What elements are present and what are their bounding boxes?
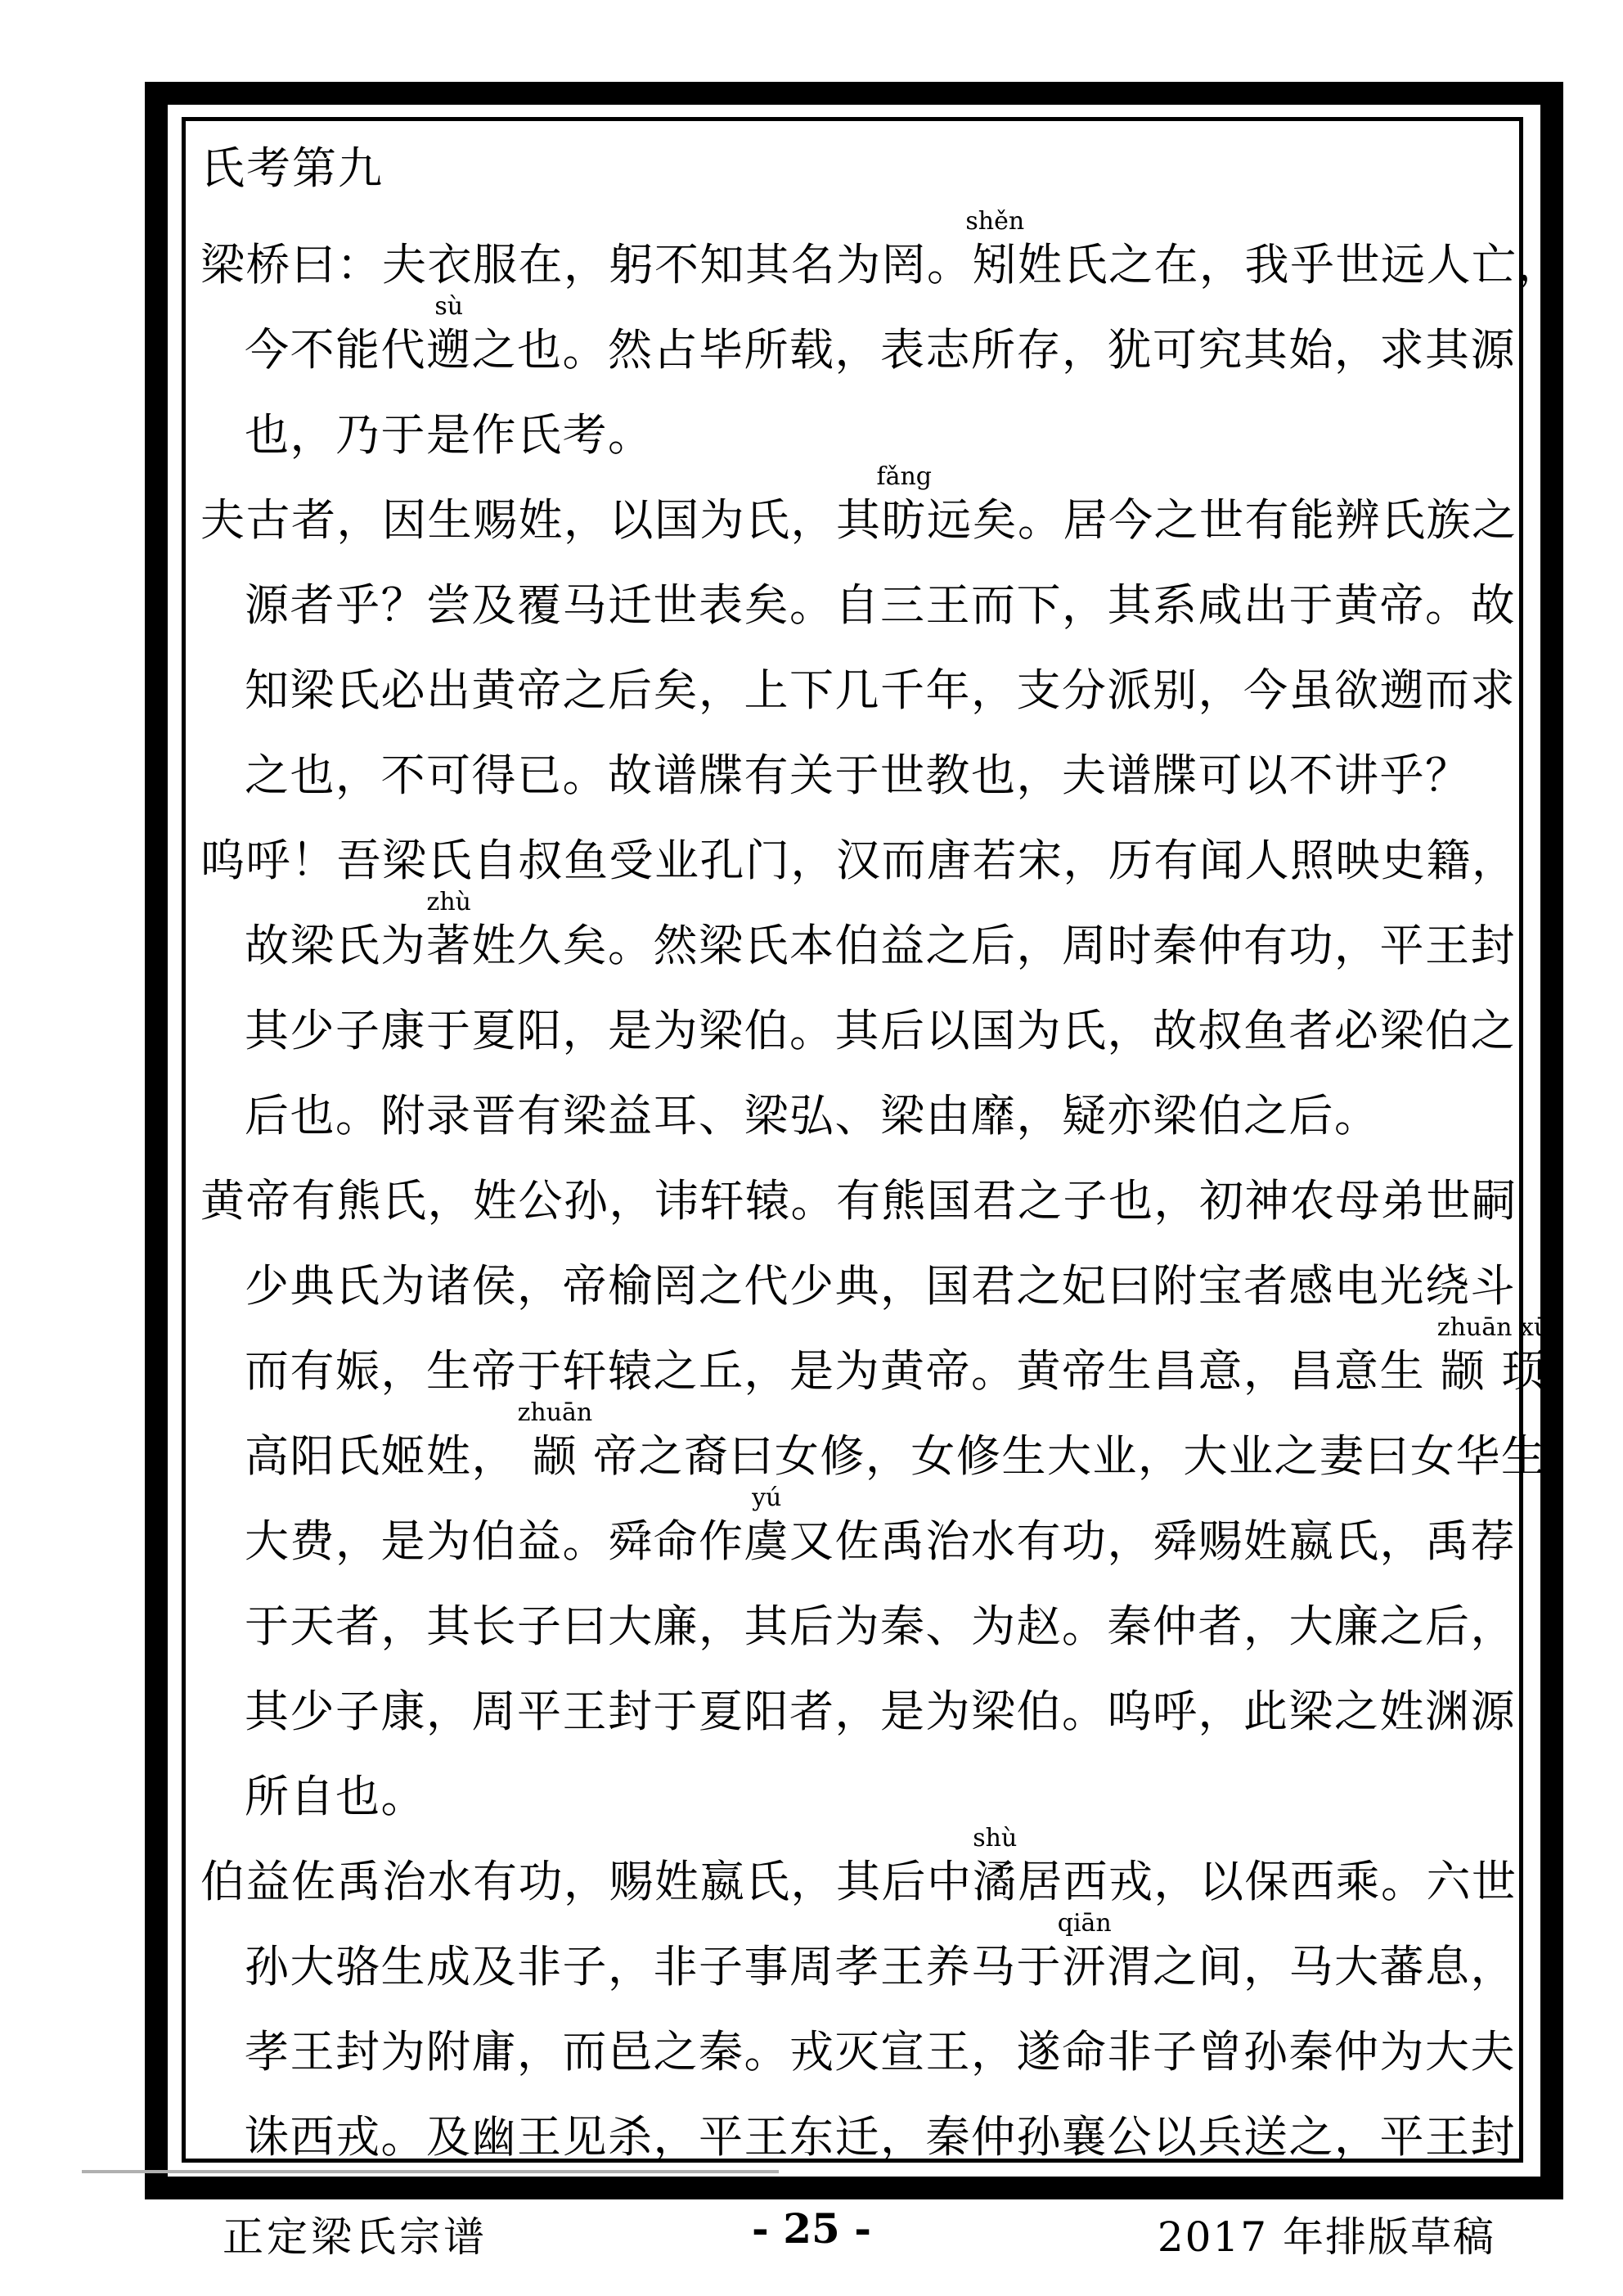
page-footer	[0, 2204, 1623, 2261]
body-text-run: 又佐禹治水有功，舜赐姓嬴氏，禹荐	[789, 1515, 1516, 1567]
body-text-run: 远矣。居今之世有能辨氏族之	[927, 494, 1517, 546]
body-line	[200, 207, 1562, 290]
body-text-run: 伯益佐禹治水有功，赐姓嬴氏，其后中	[200, 1856, 973, 1907]
body-line	[245, 1600, 1516, 1652]
body-line	[245, 888, 1516, 971]
pinyin-ruby-annotation: shù	[973, 1824, 1018, 1853]
body-text-run: 故梁氏为	[245, 920, 426, 971]
pinyin-ruby-annotation: zhuān	[517, 1398, 593, 1427]
pinyin-ruby-annotation: shěn	[965, 207, 1025, 236]
page-number: - 25 -	[752, 2204, 871, 2253]
body-line	[245, 1398, 1547, 1482]
pinyin-ruby-annotation: qiān	[1057, 1909, 1112, 1938]
body-line	[245, 1686, 1516, 1737]
annotated-character: qiān 汧	[1057, 1909, 1112, 1992]
body-text-run: 居西戎，以保西乘。六世	[1018, 1856, 1517, 1907]
scan-artifact-line	[82, 2170, 779, 2173]
body-line	[245, 1483, 1516, 1567]
body-text-run: 后也。附录晋有梁益耳、梁弘、梁由靡，疑亦梁伯之后。	[245, 1090, 1380, 1141]
annotated-character: zhuān xū 颛 顼	[1436, 1313, 1550, 1397]
pinyin-ruby-annotation: sù	[434, 292, 464, 321]
body-text-run: 而有娠，生帝于轩辕之丘，是为黄帝。黄帝生昌意，昌意生	[245, 1345, 1441, 1397]
body-text-run: 大费，是为伯益。舜命作	[245, 1515, 744, 1567]
body-line	[245, 2026, 1516, 2078]
body-line	[200, 1175, 1517, 1227]
body-line	[245, 409, 654, 461]
body-text-run: 梁桥曰：夫衣服在，躬不知其名为罔。	[200, 239, 973, 290]
annotated-character: shěn 矧	[965, 207, 1025, 290]
body-line	[200, 835, 1517, 886]
body-text-run: 渭之间，马大蕃息，	[1107, 1941, 1516, 1992]
body-text-run: 姓久矣。然梁氏本伯益之后，周时秦仲有功，平王封	[471, 920, 1516, 971]
body-text-run: 少典氏为诸侯，帝榆罔之代少典，国君之妃曰附宝者感电光绕斗	[245, 1260, 1516, 1312]
pinyin-ruby-annotation: fǎng	[876, 462, 933, 491]
pinyin-ruby-annotation: zhuān xū	[1436, 1313, 1550, 1342]
body-line	[200, 1824, 1517, 1907]
body-line	[245, 1090, 1380, 1141]
body-line	[245, 1313, 1592, 1397]
body-text-run: 其少子康，周平王封于夏阳者，是为梁伯。呜呼，此梁之姓渊源	[245, 1686, 1516, 1737]
page-content	[200, 0, 1592, 2209]
body-text-run: 所自也。	[245, 1771, 426, 1822]
body-text-run: 之也，不可得已。故谱牒有关于世教也，夫谱牒可以不讲乎？	[245, 750, 1471, 801]
body-text-run: 今不能代	[245, 324, 426, 376]
annotated-character: zhuān 颛	[517, 1398, 593, 1482]
body-text-run: 夫古者，因生赐姓，以国为氏，其	[200, 494, 882, 546]
body-text-run: 也，乃于是作氏考。	[245, 409, 654, 461]
body-line	[245, 1260, 1516, 1312]
body-line	[245, 664, 1516, 716]
annotated-character: sù 遡	[426, 292, 472, 376]
body-text-run: 黄帝有熊氏，姓公孙，讳轩辕。有熊国君之子也，初神农母弟世嗣	[200, 1175, 1517, 1227]
body-text-run: 孝王封为附庸，而邑之秦。戎灭宣王，遂命非子曾孙秦仲为大夫	[245, 2026, 1516, 2078]
annotated-character: shù 潏	[972, 1824, 1018, 1907]
body-line	[245, 1771, 426, 1822]
body-text-run: 之也。然占毕所载，表志所存，犹可究其始，求其源	[471, 324, 1516, 376]
body-line	[245, 579, 1516, 631]
body-text-run: 其少子康于夏阳，是为梁伯。其后以国为氏，故叔鱼者必梁伯之	[245, 1005, 1516, 1056]
body-text-run: 姓氏之在，我乎世远人亡，	[1018, 239, 1562, 290]
footer-book-title: 正定梁氏宗谱	[223, 2213, 488, 2261]
body-text-run: 高阳氏姬姓，	[245, 1430, 533, 1482]
annotated-character: yú 虞	[744, 1483, 789, 1567]
body-line	[245, 1909, 1516, 1992]
body-text-run: 孙大骆生成及非子，非子事周孝王养马于	[245, 1941, 1062, 1992]
body-line	[200, 462, 1517, 546]
body-line	[245, 1005, 1516, 1056]
section-title: 氏考第九	[200, 142, 384, 194]
body-text-run: 呜呼！吾梁氏自叔鱼受业孔门，汉而唐若宋，历有闻人照映史籍，	[200, 835, 1517, 886]
body-text-run: 帝之裔曰女修，女修生大业，大业之妻曰女华生	[578, 1430, 1547, 1482]
pinyin-ruby-annotation: yú	[752, 1483, 782, 1512]
annotated-character: zhù 著	[426, 888, 472, 971]
body-text-run: 诛西戎。及幽王见杀，平王东迁，秦仲孙襄公以兵送之，平王封	[245, 2111, 1516, 2163]
footer-edition-note: 2017 年排版草稿	[1157, 2213, 1495, 2261]
body-text-run: ，	[1546, 1345, 1592, 1397]
body-line	[245, 750, 1471, 801]
body-line	[245, 2111, 1516, 2163]
pinyin-ruby-annotation: zhù	[426, 888, 471, 916]
body-text-run: 知梁氏必出黄帝之后矣，上下几千年，支分派别，今虽欲遡而求	[245, 664, 1516, 716]
body-line	[245, 292, 1516, 376]
body-text-run: 于天者，其长子曰大廉，其后为秦、为赵。秦仲者，大廉之后，	[245, 1600, 1516, 1652]
body-text-run: 源者乎？尝及覆马迁世表矣。自三王而下，其系咸出于黄帝。故	[245, 579, 1516, 631]
annotated-character: fǎng 昉	[876, 462, 933, 546]
